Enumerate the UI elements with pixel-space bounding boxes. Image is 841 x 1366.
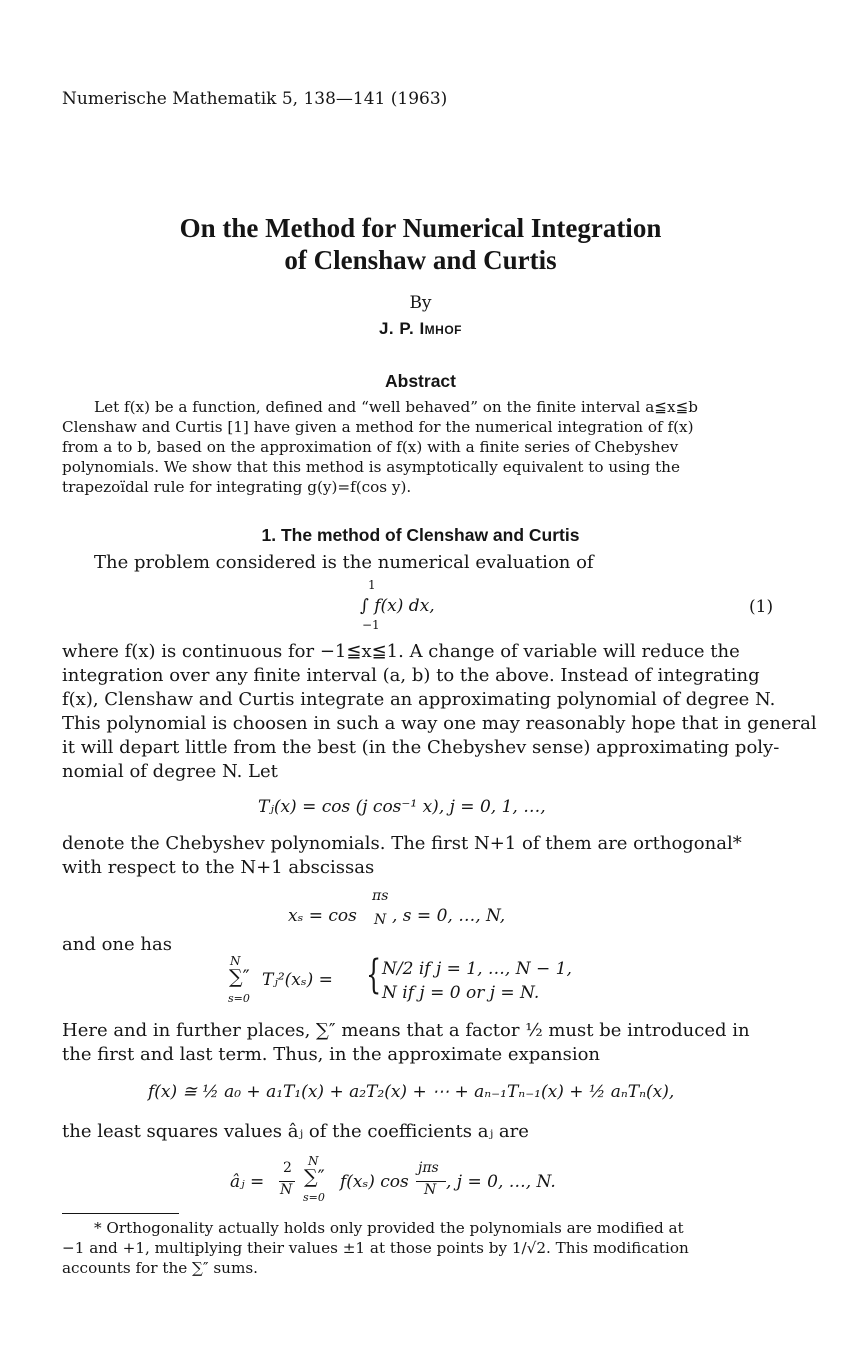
coeff-lhs: âⱼ = xyxy=(230,1172,265,1192)
paragraph-4-line-2: the first and last term. Thus, in the approximate expansion xyxy=(62,1044,601,1065)
paper-title-line-1: On the Method for Numerical Integration xyxy=(179,213,662,243)
paragraph-2-line-6: nomial of degree N. Let xyxy=(62,761,278,782)
paragraph-2-line-5: it will depart little from the best (in the Chebyshev sense) approximating poly- xyxy=(62,737,780,758)
abstract-line-2: Clenshaw and Curtis [1] have given a method for the numerical integration of f(x) xyxy=(62,418,694,436)
abstract-line-3: from a to b, based on the approximation of f(x) with a finite series of Chebyshev xyxy=(62,438,679,456)
coeff-body: f(xₛ) cos xyxy=(340,1172,409,1192)
paragraph-3-line-2: with respect to the N+1 abscissas xyxy=(62,857,375,878)
chebyshev-definition: Tⱼ(x) = cos (j cos⁻¹ x), j = 0, 1, …, xyxy=(258,797,546,817)
coeff-rest: , j = 0, …, N. xyxy=(446,1172,556,1192)
abscissas-fraction-den: N xyxy=(374,912,387,928)
section-intro: The problem considered is the numerical evaluation of xyxy=(94,552,594,573)
journal-header: Numerische Mathematik 5, 138—141 (1963) xyxy=(62,89,448,109)
sum-sigma: ∑″ xyxy=(229,966,250,988)
sum-lower-limit: s=0 xyxy=(228,992,250,1005)
paragraph-2-line-1: where f(x) is continuous for −1≦x≦1. A change of variable will reduce the xyxy=(62,641,740,662)
abstract-line-4: polynomials. We show that this method is asymptotically equivalent to using the xyxy=(62,458,680,476)
footnote-rule xyxy=(62,1213,179,1214)
section-heading: 1. The method of Clenshaw and Curtis xyxy=(261,525,580,545)
sum-body: Tⱼ²(xₛ) = xyxy=(262,970,333,990)
coeff-frac-num: 2 xyxy=(283,1160,292,1176)
abscissas-lhs: xₛ = cos xyxy=(288,906,357,926)
equation-number-1: (1) xyxy=(749,597,774,617)
paragraph-2-line-3: f(x), Clenshaw and Curtis integrate an approximating polynomial of degree N. xyxy=(62,689,776,710)
footnote-line-2: −1 and +1, multiplying their values ±1 at those points by 1/√2. This modification xyxy=(62,1239,689,1257)
sum-upper-limit: N xyxy=(230,954,241,968)
footnote-line-3: accounts for the ∑″ sums. xyxy=(62,1259,258,1277)
case-1: N/2 if j = 1, …, N − 1, xyxy=(382,959,572,979)
paragraph-2-line-2: integration over any finite interval (a, b) to the above. Instead of integrating xyxy=(62,665,760,686)
coeff-sum-upper: N xyxy=(308,1154,319,1168)
integral-upper-limit: 1 xyxy=(368,578,376,592)
integral-lower-limit: −1 xyxy=(362,618,380,632)
abstract-line-1: Let f(x) be a function, defined and “well behaved” on the finite interval a≦x≦b xyxy=(94,398,699,416)
integral-equation: ∫ f(x) dx, xyxy=(360,596,435,616)
coeff-frac-den: N xyxy=(280,1182,293,1198)
abscissas-fraction-num: πs xyxy=(372,888,389,904)
paragraph-3-line-1: denote the Chebyshev polynomials. The first N+1 of them are orthogonal* xyxy=(62,833,742,854)
footnote-line-1: * Orthogonality actually holds only provided the polynomials are modified at xyxy=(94,1219,684,1237)
coeff-sum-lower: s=0 xyxy=(303,1191,325,1204)
by-label: By xyxy=(409,293,432,313)
abstract-line-5: trapezoïdal rule for integrating g(y)=f(cos y). xyxy=(62,478,412,496)
case-2: N if j = 0 or j = N. xyxy=(382,983,540,1003)
abstract-heading: Abstract xyxy=(385,371,456,391)
paragraph-4-line-1: Here and in further places, ∑″ means that a factor ½ must be introduced in xyxy=(62,1020,750,1041)
coeff-sum-sigma: ∑″ xyxy=(304,1166,325,1188)
author-name: J. P. Imhof xyxy=(378,319,463,338)
expansion-equation: f(x) ≅ ½ a₀ + a₁T₁(x) + a₂T₂(x) + ⋯ + aₙ₋₁Tₙ₋₁(x) + ½ aₙTₙ(x), xyxy=(148,1082,675,1102)
coeff-arg-den: N xyxy=(424,1182,437,1198)
and-one-has: and one has xyxy=(62,934,172,955)
paragraph-5: the least squares values âⱼ of the coefficients aⱼ are xyxy=(62,1121,529,1142)
abscissas-rest: , s = 0, …, N, xyxy=(392,906,506,926)
coeff-arg-num: jπs xyxy=(418,1160,439,1176)
cases-brace: { xyxy=(366,952,382,998)
paragraph-2-line-4: This polynomial is choosen in such a way one may reasonably hope that in general xyxy=(62,713,817,734)
paper-title-line-2: of Clenshaw and Curtis xyxy=(284,245,557,275)
